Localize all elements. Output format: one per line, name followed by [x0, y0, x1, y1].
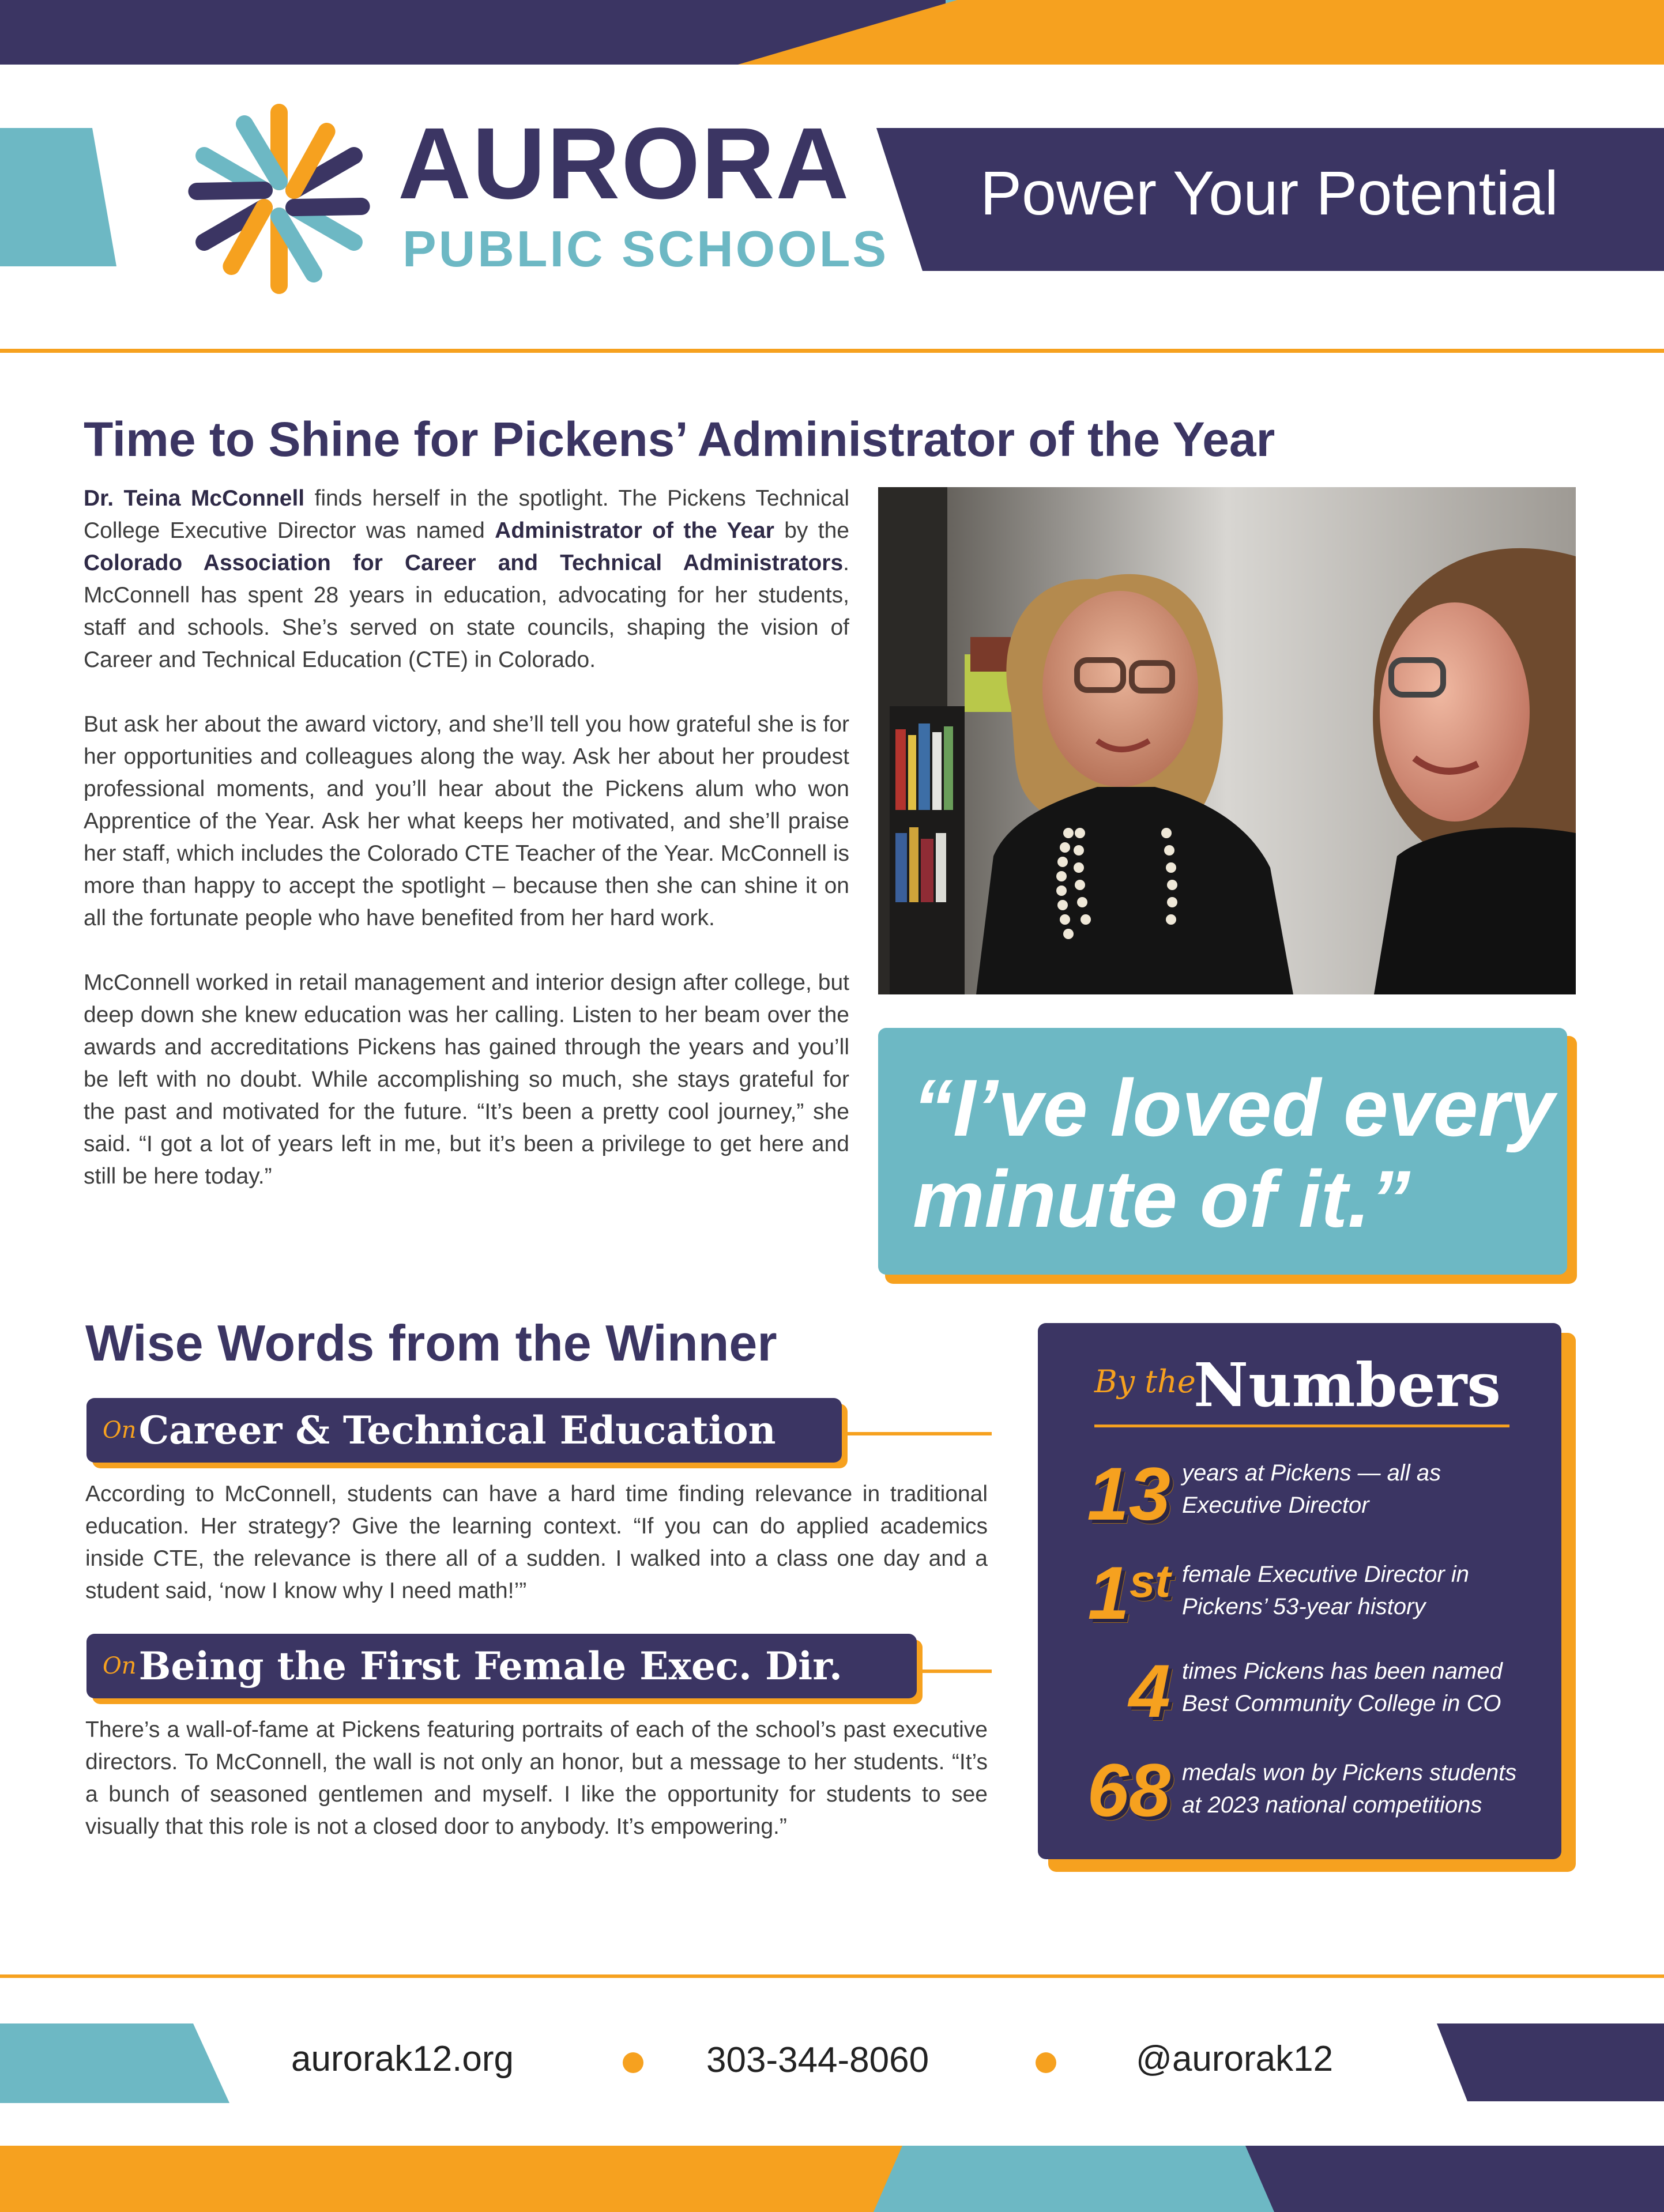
career-section-body: According to McConnell, students can have a hard time finding relevance in traditional education. Her strategy? Give the learning context. “If you can do applied academics inside CTE, the relevance is there all of a sudden. I walked into a class one day and a student said, ‘now I know why I need math!’” [85, 1482, 988, 1603]
logo-title: AURORA [398, 107, 850, 220]
numbers-title: Numbers [1194, 1350, 1501, 1420]
portrait-photo [878, 487, 1576, 994]
stat-text-2: female Executive Director in Pickens’ 53-year history [1182, 1562, 1469, 1619]
tagline: Power Your Potential [980, 158, 1558, 228]
article-paragraph-3: McConnell worked in retail management and interior design after college, but deep down she knew education was her calling. Listen to her beam over the awards and accreditations Pickens has gained through the years and you’ll be left with no doubt. While accomplishing so much, she stays grateful for the past and motivated for the future. “It’s been a pretty cool journey,” she said. “I got a lot of years left in me, but it’s been a privilege to get here and still be here today.” [84, 970, 849, 1189]
numbers-box [1038, 1323, 1561, 1859]
first-female-section-body: There’s a wall-of-fame at Pickens featuring portraits of each of the school’s past executive directors. To McConnell, the wall is not only an honor, but a message to her students. “It’s a bunch of seasoned gentlemen and myself. I like the opportunity for students to see visually that this role is not a closed door to anybody. It’s empowering.” [85, 1717, 988, 1839]
footer-website-link[interactable]: aurorak12.org [291, 2039, 514, 2079]
bottom-decor [0, 1960, 1664, 2212]
wise-words-title: Wise Words from the Winner [85, 1314, 777, 1371]
stat-value-68: 68 [1087, 1748, 1170, 1832]
numbers-title-underline [1094, 1425, 1509, 1427]
stat-text-3: times Pickens has been named Best Community College in CO [1182, 1659, 1503, 1716]
teacher-name: Dr. Teina McConnell [84, 486, 305, 511]
footer-bullet-1 [623, 2052, 643, 2073]
footer-phone-link[interactable]: 303-344-8060 [706, 2040, 929, 2080]
quote-line-1: “I’ve loved every [913, 1062, 1554, 1153]
stat-text-1: years at Pickens — all as Executive Director [1182, 1460, 1441, 1518]
section-heading-first-female: On Being the First Female Exec. Dir. [86, 1634, 917, 1698]
section-connector-line-2 [917, 1670, 992, 1675]
footer-social-link[interactable]: @aurorak12 [1136, 2039, 1334, 2079]
stat-text-4: medals won by Pickens students at 2023 national competitions [1182, 1760, 1517, 1818]
section-connector-line-1 [842, 1432, 992, 1438]
quote-box [878, 1028, 1567, 1275]
quote-line-2: minute of it.” [913, 1154, 1411, 1244]
footer-bullet-2 [1036, 2052, 1056, 2073]
article-paragraph-1: Dr. Teina McConnell finds herself in the spotlight. The Pickens Technical College Executive Director was named Administrator of the Year by the Colorado Association for Career and Technical Administrators. McConnell has spent 28 years in education, advocating for her students, staff and schools. She’s served on state councils, shaping the vision of Career and Technical Education (CTE) in Colorado. [84, 486, 849, 672]
logo-subtitle: PUBLIC SCHOOLS [402, 220, 889, 277]
stat-value-1st: 1st [1087, 1551, 1170, 1635]
article-body [84, 483, 849, 1193]
stat-value-13: 13 [1087, 1452, 1170, 1536]
numbers-title-prefix: By the [1094, 1363, 1196, 1400]
stat-value-4: 4 [1128, 1649, 1170, 1733]
article-paragraph-2: But ask her about the award victory, and she’ll tell you how grateful she is for her opportunities and colleagues along the way. Ask her about her proudest professional moments, and you’ll hear about the Pickens alum who won Apprentice of the Year. Ask her what keeps her motivated, and she’ll praise her staff, which includes the Colorado CTE Teacher of the Year. McConnell is more than happy to accept the spotlight – because then she can shine it on all the fortunate people who have benefited from her hard work. [84, 712, 849, 930]
section-heading-career: On Career & Technical Education [86, 1398, 842, 1463]
aurora-logo-icon [171, 98, 387, 300]
article-title: Time to Shine for Pickens’ Administrator of the Year [84, 412, 1275, 466]
